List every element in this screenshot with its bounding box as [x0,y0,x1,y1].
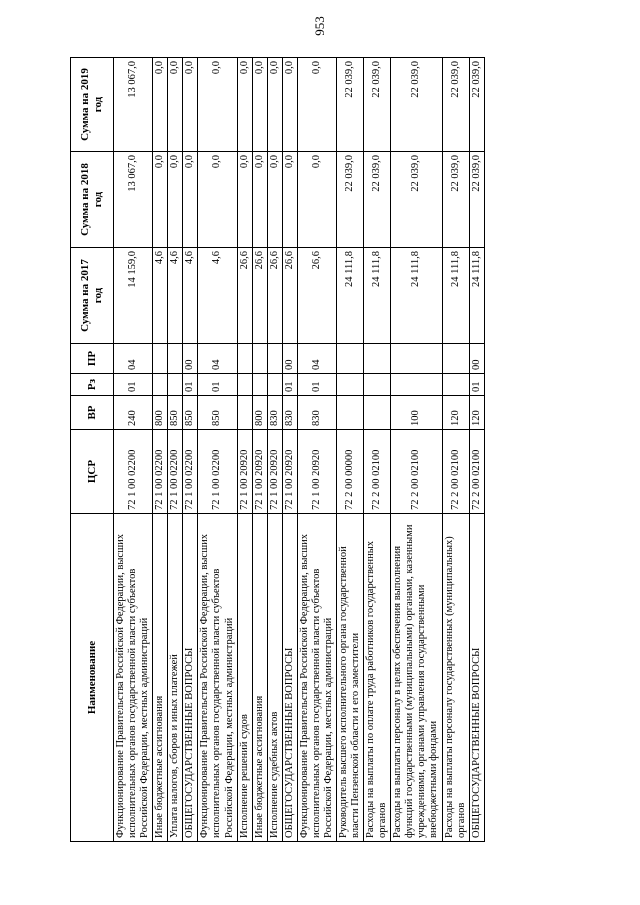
table-row [153,58,168,842]
table-cell-csr: 72 1 00 20920 [237,430,252,514]
header-vr: ВР [71,396,114,430]
header-rz: Рз [71,374,114,396]
table-cell-pr: 00 [282,344,297,374]
table-row [198,58,237,842]
table-cell-sum-2017: 24 111,8 [391,248,442,344]
table-cell-sum-2017: 4,6 [153,248,168,344]
table-cell-csr: 72 2 00 02100 [442,430,469,514]
table-cell-sum-2019: 0,0 [237,58,252,152]
table-cell-vr: 120 [469,396,484,430]
table-cell-vr [364,396,391,430]
table-cell-csr: 72 2 00 02100 [391,430,442,514]
table-row [183,58,198,842]
table-cell-sum-2019: 0,0 [168,58,183,152]
table-cell-rz: 01 [469,374,484,396]
table-cell-name: Функционирование Правительства Российской Федерации, высших исполнительных органов государственной власти субъектов Российской Федерации, местных администраций [297,514,336,842]
table-cell-sum-2018: 0,0 [168,152,183,248]
table-cell-sum-2017: 26,6 [282,248,297,344]
table-cell-csr: 72 1 00 20920 [282,430,297,514]
table-cell-vr: 800 [153,396,168,430]
table-cell-rz [391,374,442,396]
header-sum-2017: Сумма на 2017 год [71,248,114,344]
table-cell-rz [237,374,252,396]
table-cell-csr: 72 1 00 02200 [183,430,198,514]
table-cell-csr: 72 1 00 02200 [114,430,153,514]
header-sum-2019: Сумма на 2019 год [71,58,114,152]
table-row [442,58,469,842]
table-cell-vr: 850 [183,396,198,430]
table-cell-pr [364,344,391,374]
table-cell-sum-2019: 13 067,0 [114,58,153,152]
table-cell-name: Иные бюджетные ассигнования [153,514,168,842]
table-cell-pr: 00 [469,344,484,374]
table-cell-pr [153,344,168,374]
table-row [297,58,336,842]
table-cell-csr: 72 1 00 20920 [267,430,282,514]
table-cell-sum-2018: 0,0 [183,152,198,248]
page-number: 953 [312,16,327,36]
table-cell-vr: 800 [252,396,267,430]
table-cell-sum-2017: 4,6 [198,248,237,344]
header-sum-2018: Сумма на 2018 год [71,152,114,248]
header-name: Наименование [71,514,114,842]
header-row [71,58,114,842]
table-cell-rz [168,374,183,396]
table-cell-vr [237,396,252,430]
table-cell-rz: 01 [297,374,336,396]
table-cell-name: ОБЩЕГОСУДАРСТВЕННЫЕ ВОПРОСЫ [469,514,484,842]
table-cell-sum-2017: 24 111,8 [364,248,391,344]
table-cell-name: ОБЩЕГОСУДАРСТВЕННЫЕ ВОПРОСЫ [282,514,297,842]
table-cell-name: Руководитель высшего исполнительного органа государственной власти Пензенской области и его заместители [337,514,364,842]
table-cell-sum-2017: 24 111,8 [337,248,364,344]
table-cell-sum-2018: 13 067,0 [114,152,153,248]
table-cell-rz [337,374,364,396]
table-cell-sum-2019: 0,0 [153,58,168,152]
table-cell-pr: 00 [183,344,198,374]
table-cell-pr [252,344,267,374]
table-cell-vr [337,396,364,430]
table-cell-csr: 72 2 00 00000 [337,430,364,514]
table-cell-name: Функционирование Правительства Российской Федерации, высших исполнительных органов государственной власти субъектов Российской Федерации, местных администраций [114,514,153,842]
header-csr: ЦСР [71,430,114,514]
table-cell-vr: 850 [168,396,183,430]
table-cell-sum-2017: 14 159,0 [114,248,153,344]
table-cell-name: Функционирование Правительства Российской Федерации, высших исполнительных органов государственной власти субъектов Российской Федерации, местных администраций [198,514,237,842]
table-cell-vr: 830 [297,396,336,430]
table-row [237,58,252,842]
budget-table [70,57,485,842]
table-cell-sum-2019: 22 039,0 [391,58,442,152]
table-cell-pr: 04 [114,344,153,374]
table-cell-sum-2017: 26,6 [237,248,252,344]
table-cell-sum-2018: 0,0 [153,152,168,248]
table-cell-sum-2019: 0,0 [267,58,282,152]
table-cell-sum-2018: 0,0 [282,152,297,248]
table-cell-sum-2017: 4,6 [168,248,183,344]
table-cell-name: Исполнение судебных актов [267,514,282,842]
table-cell-sum-2017: 4,6 [183,248,198,344]
table-cell-vr: 120 [442,396,469,430]
table-cell-name: Исполнение решений судов [237,514,252,842]
table-row [252,58,267,842]
table-cell-csr: 72 2 00 02100 [364,430,391,514]
table-cell-sum-2018: 22 039,0 [337,152,364,248]
table-cell-sum-2018: 0,0 [252,152,267,248]
table-cell-sum-2018: 0,0 [267,152,282,248]
table-cell-sum-2019: 0,0 [282,58,297,152]
table-cell-csr: 72 1 00 20920 [252,430,267,514]
table-row [469,58,484,842]
table-cell-sum-2018: 22 039,0 [469,152,484,248]
table-cell-sum-2019: 0,0 [198,58,237,152]
table-row [364,58,391,842]
table-cell-name: Расходы на выплаты персоналу государственных (муниципальных) органов [442,514,469,842]
table-cell-sum-2017: 26,6 [267,248,282,344]
table-cell-sum-2019: 0,0 [297,58,336,152]
table-cell-pr [168,344,183,374]
table-cell-sum-2019: 22 039,0 [337,58,364,152]
table-cell-sum-2019: 0,0 [183,58,198,152]
table-cell-rz: 01 [183,374,198,396]
table-cell-sum-2018: 22 039,0 [364,152,391,248]
table-cell-vr: 240 [114,396,153,430]
table-cell-csr: 72 1 00 02200 [198,430,237,514]
table-cell-sum-2019: 0,0 [252,58,267,152]
table-cell-name: Иные бюджетные ассигнования [252,514,267,842]
table-cell-sum-2018: 0,0 [198,152,237,248]
table-cell-sum-2019: 22 039,0 [469,58,484,152]
table-cell-pr: 04 [297,344,336,374]
table-cell-vr: 830 [282,396,297,430]
table-cell-sum-2019: 22 039,0 [364,58,391,152]
table-row [337,58,364,842]
table-cell-pr [391,344,442,374]
table-cell-sum-2018: 22 039,0 [442,152,469,248]
table-cell-pr [267,344,282,374]
table-cell-sum-2018: 22 039,0 [391,152,442,248]
table-cell-vr: 830 [267,396,282,430]
table-cell-name: Расходы на выплаты персоналу в целях обеспечения выполнения функций государственными (муниципальными) органами, казенными учреждениями, органами управления государственными внебюджетными фондами [391,514,442,842]
table-cell-sum-2018: 0,0 [297,152,336,248]
table-cell-sum-2017: 26,6 [252,248,267,344]
table-row [114,58,153,842]
table-cell-csr: 72 1 00 02200 [153,430,168,514]
table-cell-rz: 01 [198,374,237,396]
table-cell-rz [153,374,168,396]
table-cell-rz [442,374,469,396]
table-cell-name: Расходы на выплаты по оплате труда работников государственных органов [364,514,391,842]
table-cell-pr [442,344,469,374]
table-cell-name: Уплата налогов, сборов и иных платежей [168,514,183,842]
header-pr: ПР [71,344,114,374]
table-cell-rz [364,374,391,396]
table-row [282,58,297,842]
table-cell-csr: 72 2 00 02100 [469,430,484,514]
table-cell-rz [252,374,267,396]
table-cell-sum-2017: 26,6 [297,248,336,344]
table-row [168,58,183,842]
table-cell-sum-2017: 24 111,8 [469,248,484,344]
table-row [391,58,442,842]
table-cell-name: ОБЩЕГОСУДАРСТВЕННЫЕ ВОПРОСЫ [183,514,198,842]
table-cell-csr: 72 1 00 02200 [168,430,183,514]
table-cell-pr [237,344,252,374]
table-cell-vr: 850 [198,396,237,430]
table-row [267,58,282,842]
table-cell-pr [337,344,364,374]
table-cell-sum-2017: 24 111,8 [442,248,469,344]
table-cell-sum-2019: 22 039,0 [442,58,469,152]
table-cell-rz: 01 [282,374,297,396]
table-cell-vr: 100 [391,396,442,430]
rotated-table-container [70,58,540,842]
table-cell-csr: 72 1 00 20920 [297,430,336,514]
table-cell-rz [267,374,282,396]
table-cell-pr: 04 [198,344,237,374]
table-cell-rz: 01 [114,374,153,396]
table-cell-sum-2018: 0,0 [237,152,252,248]
